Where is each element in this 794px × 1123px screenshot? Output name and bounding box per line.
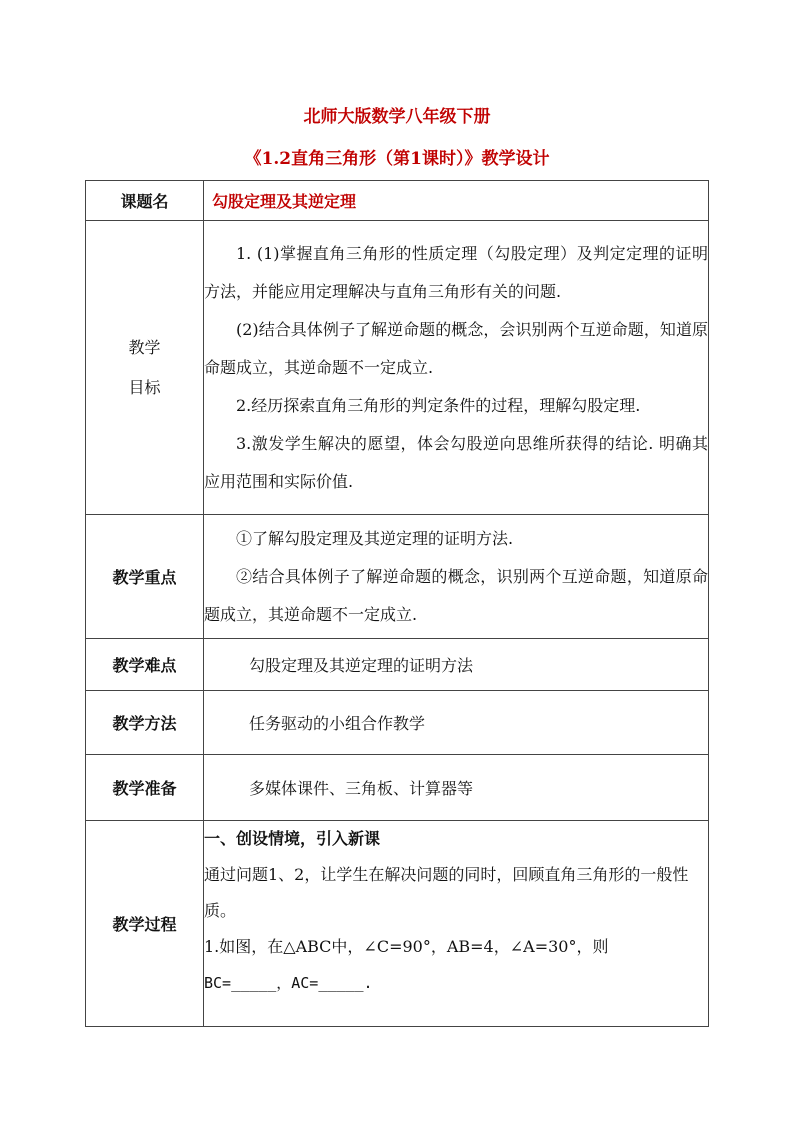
preparation-value: 多媒体课件、三角板、计算器等 xyxy=(204,755,709,821)
process-label: 教学过程 xyxy=(86,821,204,1027)
method-label: 教学方法 xyxy=(86,691,204,755)
difficulty-value: 勾股定理及其逆定理的证明方法 xyxy=(204,639,709,691)
row-difficulty xyxy=(86,639,709,691)
goals-content xyxy=(204,221,709,515)
process-intro: 通过问题1、2，让学生在解决问题的同时，回顾直角三角形的一般性质。 xyxy=(204,865,689,920)
row-topic xyxy=(86,181,709,221)
row-preparation xyxy=(86,755,709,821)
difficulty-label: 教学难点 xyxy=(86,639,204,691)
row-method xyxy=(86,691,709,755)
row-goals xyxy=(86,221,709,515)
document-title-line2: 《1.2直角三角形（第1课时）》教学设计 xyxy=(244,149,550,169)
question-1-line2: BC=_____，AC=_____. xyxy=(204,974,373,992)
document-title-line1: 北师大版数学八年级下册 xyxy=(303,107,491,127)
method-value: 任务驱动的小组合作教学 xyxy=(204,691,709,755)
goal-item-2: (2)结合具体例子了解逆命题的概念，会识别两个互逆命题，知道原命题成立，其逆命题不一定成立. xyxy=(204,319,708,377)
process-content xyxy=(204,821,709,1027)
key-points-content xyxy=(204,515,709,639)
process-heading: 一、创设情境，引入新课 xyxy=(204,829,381,848)
goal-item-1: 1. (1)掌握直角三角形的性质定理（勾股定理）及判定定理的证明方法，并能应用定理解决与直角三角形有关的问题. xyxy=(204,243,708,301)
goals-label-top: 教学 xyxy=(128,337,161,357)
question-1-line1: 1.如图，在△ABC中，∠C=90°，AB=4，∠A=30°，则 xyxy=(204,937,609,956)
lesson-plan-table xyxy=(85,180,709,1027)
row-key-points xyxy=(86,515,709,639)
key-point-1: ①了解勾股定理及其逆定理的证明方法. xyxy=(236,528,514,548)
row-process xyxy=(86,821,709,1027)
goal-item-3: 2.经历探索直角三角形的判定条件的过程，理解勾股定理. xyxy=(236,395,641,415)
goal-item-4: 3.激发学生解决的愿望，体会勾股逆向思维所获得的结论. 明确其应用范围和实际价值. xyxy=(204,433,708,491)
preparation-label: 教学准备 xyxy=(86,755,204,821)
key-points-label: 教学重点 xyxy=(86,515,204,639)
topic-label: 课题名 xyxy=(86,181,204,221)
goals-label xyxy=(86,221,204,515)
key-point-2: ②结合具体例子了解逆命题的概念，识别两个互逆命题，知道原命题成立，其逆命题不一定成立. xyxy=(204,566,708,624)
goals-label-bottom: 目标 xyxy=(128,377,161,397)
topic-value: 勾股定理及其逆定理 xyxy=(204,181,709,221)
